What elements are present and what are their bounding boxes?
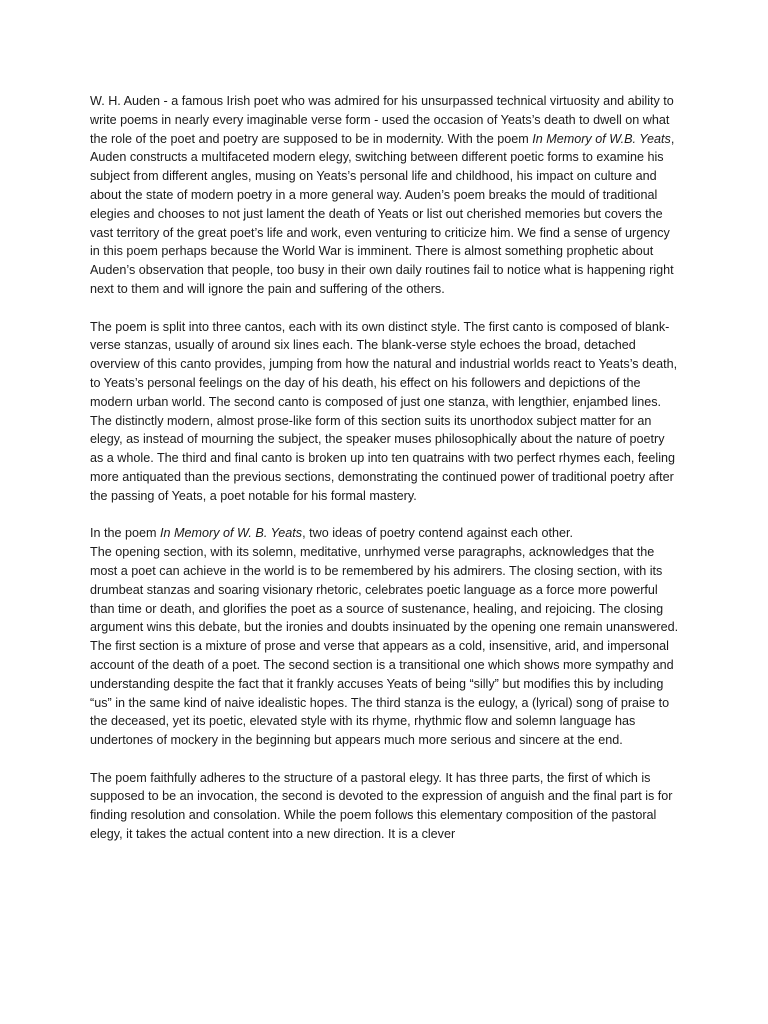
poem-title: In Memory of W.B. Yeats <box>532 131 671 146</box>
paragraph-cantos: The poem is split into three cantos, each with its own distinct style. The first canto is composed of blank-verse stanzas, usually of around six lines each. The blank-verse style echoes the broad, detached overview of this canto provides, jumping from how the natural and industrial worlds react to Yeats’s death, to Yeats’s personal feelings on the day of his death, his effect on his followers and depictions of the modern urban world. The second canto is composed of just one stanza, with lengthier, enjambed lines. The distinctly modern, almost prose-like form of this section suits its unorthodox subject matter for an elegy, as instead of mourning the subject, the speaker muses philosophically about the nature of poetry as a whole. The third and final canto is broken up into ten quatrains with two perfect rhymes each, feeling more antiquated than the previous sections, demonstrating the continued power of traditional poetry after the passing of Yeats, a poet notable for his formal mastery. <box>90 319 678 503</box>
paragraph-two-ideas <box>90 524 680 750</box>
poem-title: In Memory of W. B. Yeats <box>160 526 303 541</box>
paragraph-intro <box>90 92 680 299</box>
paragraph-pastoral-elegy: The poem faithfully adheres to the structure of a pastoral elegy. It has three parts, the first of which is supposed to be an invocation, the second is devoted to the expression of anguish and the final part is for finding resolution and consolation. While the poem follows this elementary composition of the pastoral elegy, it takes the actual content into a new direction. It is a clever <box>90 770 673 842</box>
document-page <box>90 92 680 863</box>
paragraph-two-ideas-text-a: In the poem <box>90 526 161 541</box>
paragraph-two-ideas-text-b: , two ideas of poetry contend against each other. <box>302 526 574 541</box>
paragraph-two-ideas-text-c: The opening section, with its solemn, meditative, unrhymed verse paragraphs, acknowledges that the most a poet can achieve in the world is to be remembered by his admirers. The closing section, with its drumbeat stanzas and soaring visionary rhetoric, celebrates poetic language as a force more powerful than time or death, and glorifies the poet as a source of sustenance, healing, and rejoicing. The closing argument wins this debate, but the ironies and doubts insinuated by the opening one remain unanswered. The first section is a mixture of prose and verse that appears as a cold, insensitive, arid, and impersonal account of the death of a poet. The second section is a transitional one which shows more sympathy and understanding despite the fact that it frankly accuses Yeats of being “silly” but modifies this by including “us” in the same kind of naive idealistic hopes. The third stanza is the eulogy, a (lyrical) song of praise to the deceased, yet its poetic, elevated style with its rhyme, rhythmic flow and solemn language has undertones of mockery in the beginning but appears much more serious and sincere at the end. <box>90 545 679 748</box>
paragraph-intro-text-a: W. H. Auden - a famous Irish poet who was admired for his unsurpassed technical virtuosity and ability to write poems in nearly every imaginable verse form - used the occasion of Yeats’s death to dwell on what the role of the poet and poetry are supposed to be in modernity. With the poem <box>90 94 674 146</box>
paragraph-intro-text-b: , Auden constructs a multifaceted modern elegy, switching between different poetic forms to examine his subject from different angles, musing on Yeats’s personal life and childhood, his impact on culture and about the state of modern poetry in a more general way. Auden’s poem breaks the mould of traditional elegies and chooses to not just lament the death of Yeats or list out cherished memories but covers the vast territory of the great poet’s life and work, even venturing to criticize him. We find a sense of urgency in this poem perhaps because the World War is imminent. There is almost something prophetic about Auden’s observation that people, too busy in their own daily routines fail to notice what is happening right next to them and will ignore the pain and suffering of the others. <box>90 131 675 296</box>
